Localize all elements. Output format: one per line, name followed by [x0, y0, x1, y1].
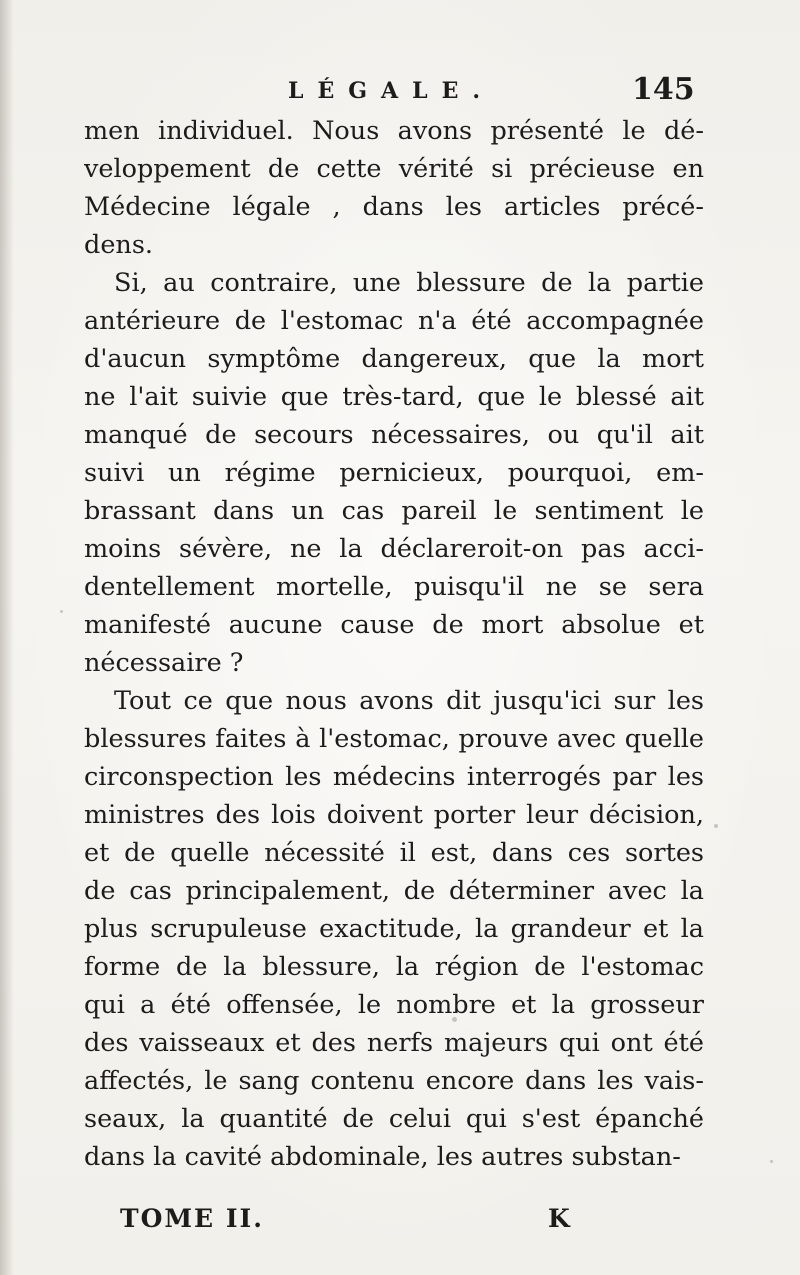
- text-line: manqué de secours nécessaires, ou qu'il ait: [84, 420, 704, 450]
- text-line: dans la cavité abdominale, les autres substan-: [84, 1142, 681, 1172]
- text-line: seaux, la quantité de celui qui s'est épanché: [84, 1104, 704, 1134]
- text-line: suivi un régime pernicieux, pourquoi, em-: [84, 458, 704, 488]
- paper-speck: [452, 1017, 457, 1022]
- text-line: Si, au contraire, une blessure de la partie: [114, 268, 704, 298]
- text-line: Tout ce que nous avons dit jusqu'ici sur les: [114, 686, 704, 716]
- paper-speck: [60, 610, 63, 613]
- text-line: circonspection les médecins interrogés par les: [84, 762, 704, 792]
- text-line: affectés, le sang contenu encore dans les vais-: [84, 1066, 704, 1096]
- text-line: ne l'ait suivie que très-tard, que le blessé ait: [84, 382, 704, 412]
- text-line: manifesté aucune cause de mort absolue et: [84, 610, 704, 640]
- paper-speck: [714, 824, 718, 828]
- text-line: des vaisseaux et des nerfs majeurs qui ont été: [84, 1028, 704, 1058]
- text-line: veloppement de cette vérité si précieuse en: [84, 154, 704, 184]
- signature-mark: K: [548, 1204, 570, 1233]
- body-text: [84, 112, 704, 1176]
- text-line: ministres des lois doivent porter leur décision,: [84, 800, 704, 830]
- text-line: nécessaire ?: [84, 648, 244, 678]
- text-line: dentellement mortelle, puisqu'il ne se sera: [84, 572, 704, 602]
- text-line: et de quelle nécessité il est, dans ces sortes: [84, 838, 704, 868]
- page-number: 145: [632, 72, 695, 107]
- running-head: LÉGALE.: [288, 78, 494, 104]
- volume-signature: TOME II.: [120, 1204, 264, 1233]
- text-line: brassant dans un cas pareil le sentiment le: [84, 496, 704, 526]
- text-line: dens.: [84, 230, 154, 260]
- page-gutter-shadow: [0, 0, 14, 1275]
- text-line: Médecine légale , dans les articles précé-: [84, 192, 704, 222]
- text-line: blessures faites à l'estomac, prouve avec quelle: [84, 724, 704, 754]
- text-line: antérieure de l'estomac n'a été accompagnée: [84, 306, 704, 336]
- text-line: forme de la blessure, la région de l'estomac: [84, 952, 704, 982]
- paper-speck: [770, 1160, 773, 1163]
- text-line: moins sévère, ne la déclareroit-on pas acci-: [84, 534, 704, 564]
- text-line: d'aucun symptôme dangereux, que la mort: [84, 344, 704, 374]
- text-line: de cas principalement, de déterminer avec la: [84, 876, 704, 906]
- text-line: plus scrupuleuse exactitude, la grandeur et la: [84, 914, 704, 944]
- text-line: qui a été offensée, le nombre et la grosseur: [84, 990, 704, 1020]
- text-line: men individuel. Nous avons présenté le dé-: [84, 116, 704, 146]
